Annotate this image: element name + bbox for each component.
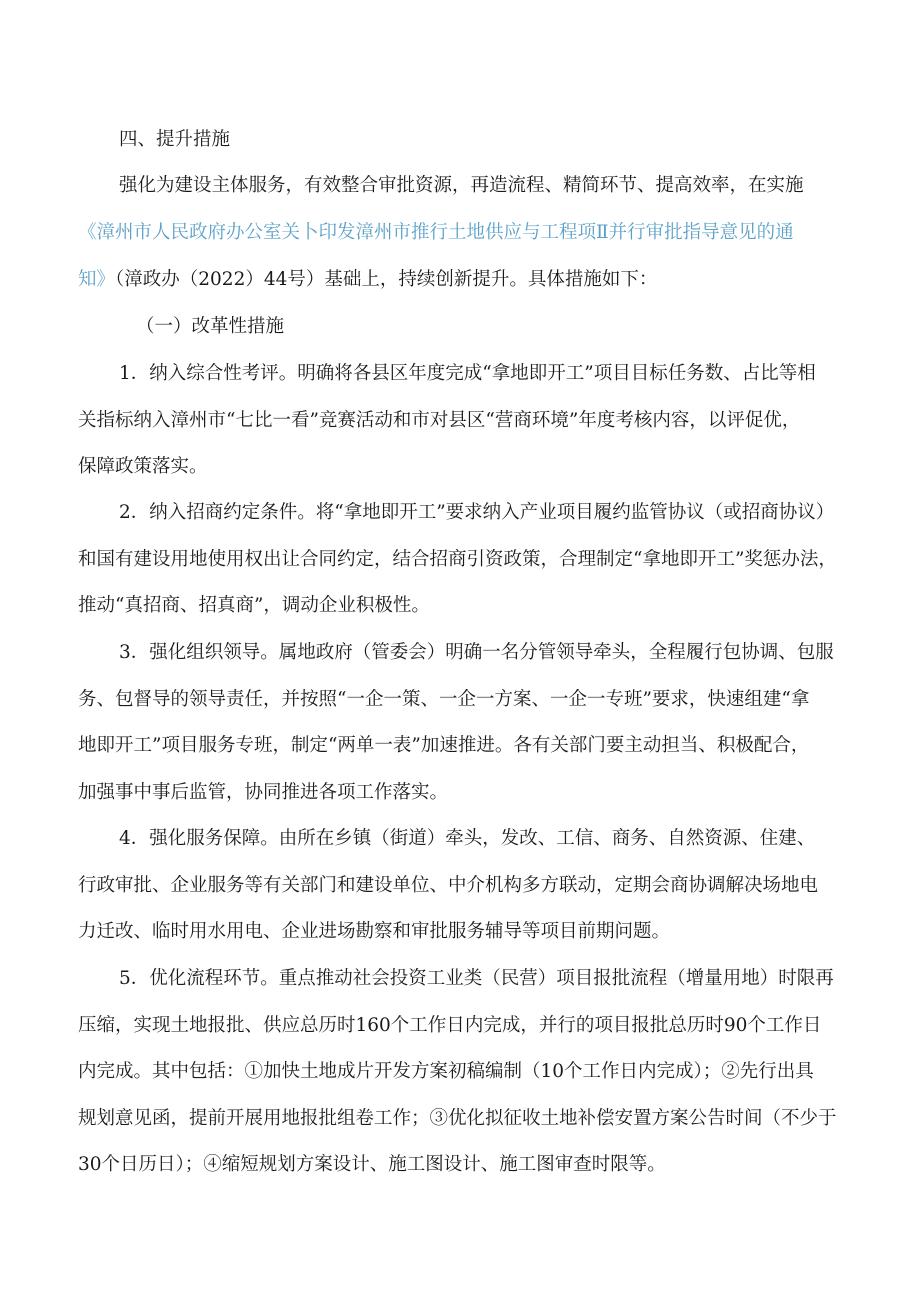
item-1-line-1: 1．纳入综合性考评。明确将各县区年度完成“拿地即开工”项目目标任务数、占比等相 <box>119 363 816 384</box>
section-heading: 四、提升措施 <box>119 129 231 150</box>
item-3-line-2: 务、包督导的领导责任，并按照“一企一策、一企一方案、一企一专班”要求，快速组建“拿 <box>78 689 810 710</box>
item-1-line-3: 保障政策落实。 <box>78 456 208 477</box>
intro-line-3-text: （漳政办（2022）44号）基础上，持续创新提升。具体措施如下： <box>115 269 658 290</box>
item-5-line-5: 30个日历日）；④缩短规划方案设计、施工图设计、施工图审查时限等。 <box>78 1154 666 1175</box>
item-5-line-3: 内完成。其中包括：①加快土地成片开发方案初稿编制（10个工作日内完成）；②先行出具 <box>78 1061 814 1082</box>
item-4-line-3: 力迁改、临时用水用电、企业进场勘察和审批服务辅导等项目前期问题。 <box>78 921 671 942</box>
item-3-line-4: 加强事中事后监管，协同推进各项工作落实。 <box>78 782 449 803</box>
item-3-line-1: 3．强化组织领导。属地政府（管委会）明确一名分管领导牵头，全程履行包协调、包服 <box>119 642 834 663</box>
item-2-line-2: 和国有建设用地使用权出让合同约定，结合招商引资政策，合理制定“拿地即开工”奖惩办法， <box>78 549 837 570</box>
item-2-line-3: 推动“真招商、招真商”，调动企业积极性。 <box>78 595 430 616</box>
item-5-line-2: 压缩，实现土地报批、供应总历时160个工作日内完成，并行的项目报批总历时90个工作日 <box>78 1015 822 1036</box>
item-5-line-1: 5．优化流程环节。重点推动社会投资工业类（民营）项目报批流程（增量用地）时限再 <box>119 968 834 989</box>
intro-line-3 <box>78 268 657 292</box>
policy-link-part-2[interactable]: 知》 <box>78 269 116 290</box>
item-5-line-4: 规划意见函，提前开展用地报批组卷工作；③优化拟征收土地补偿安置方案公告时间（不少于 <box>78 1108 837 1129</box>
sub-heading: （一）改革性措施 <box>136 316 285 337</box>
item-3-line-3: 地即开工”项目服务专班，制定“两单一表”加速推进。各有关部门要主动担当、积极配合， <box>78 735 810 756</box>
item-2-line-1: 2．纳入招商约定条件。将“拿地即开工”要求纳入产业项目履约监管协议（或招商协议） <box>119 502 835 523</box>
intro-line-1: 强化为建设主体服务，有效整合审批资源，再造流程、精简环节、提高效率，在实施 <box>119 175 804 196</box>
item-1-line-2: 关指标纳入漳州市“七比一看”竞赛活动和市对县区“营商环境”年度考核内容，以评促优， <box>78 410 801 431</box>
item-4-line-2: 行政审批、企业服务等有关部门和建设单位、中介机构多方联动，定期会商协调解决场地电 <box>78 875 819 896</box>
policy-link-part-1[interactable]: 《漳州市人民政府办公室关卜印发漳州市推行土地供应与工程项Ⅱ并行审批指导意见的通 <box>78 222 794 243</box>
item-4-line-1: 4．强化服务保障。由所在乡镇（街道）牵头，发改、工信、商务、自然资源、住建、 <box>119 828 816 849</box>
